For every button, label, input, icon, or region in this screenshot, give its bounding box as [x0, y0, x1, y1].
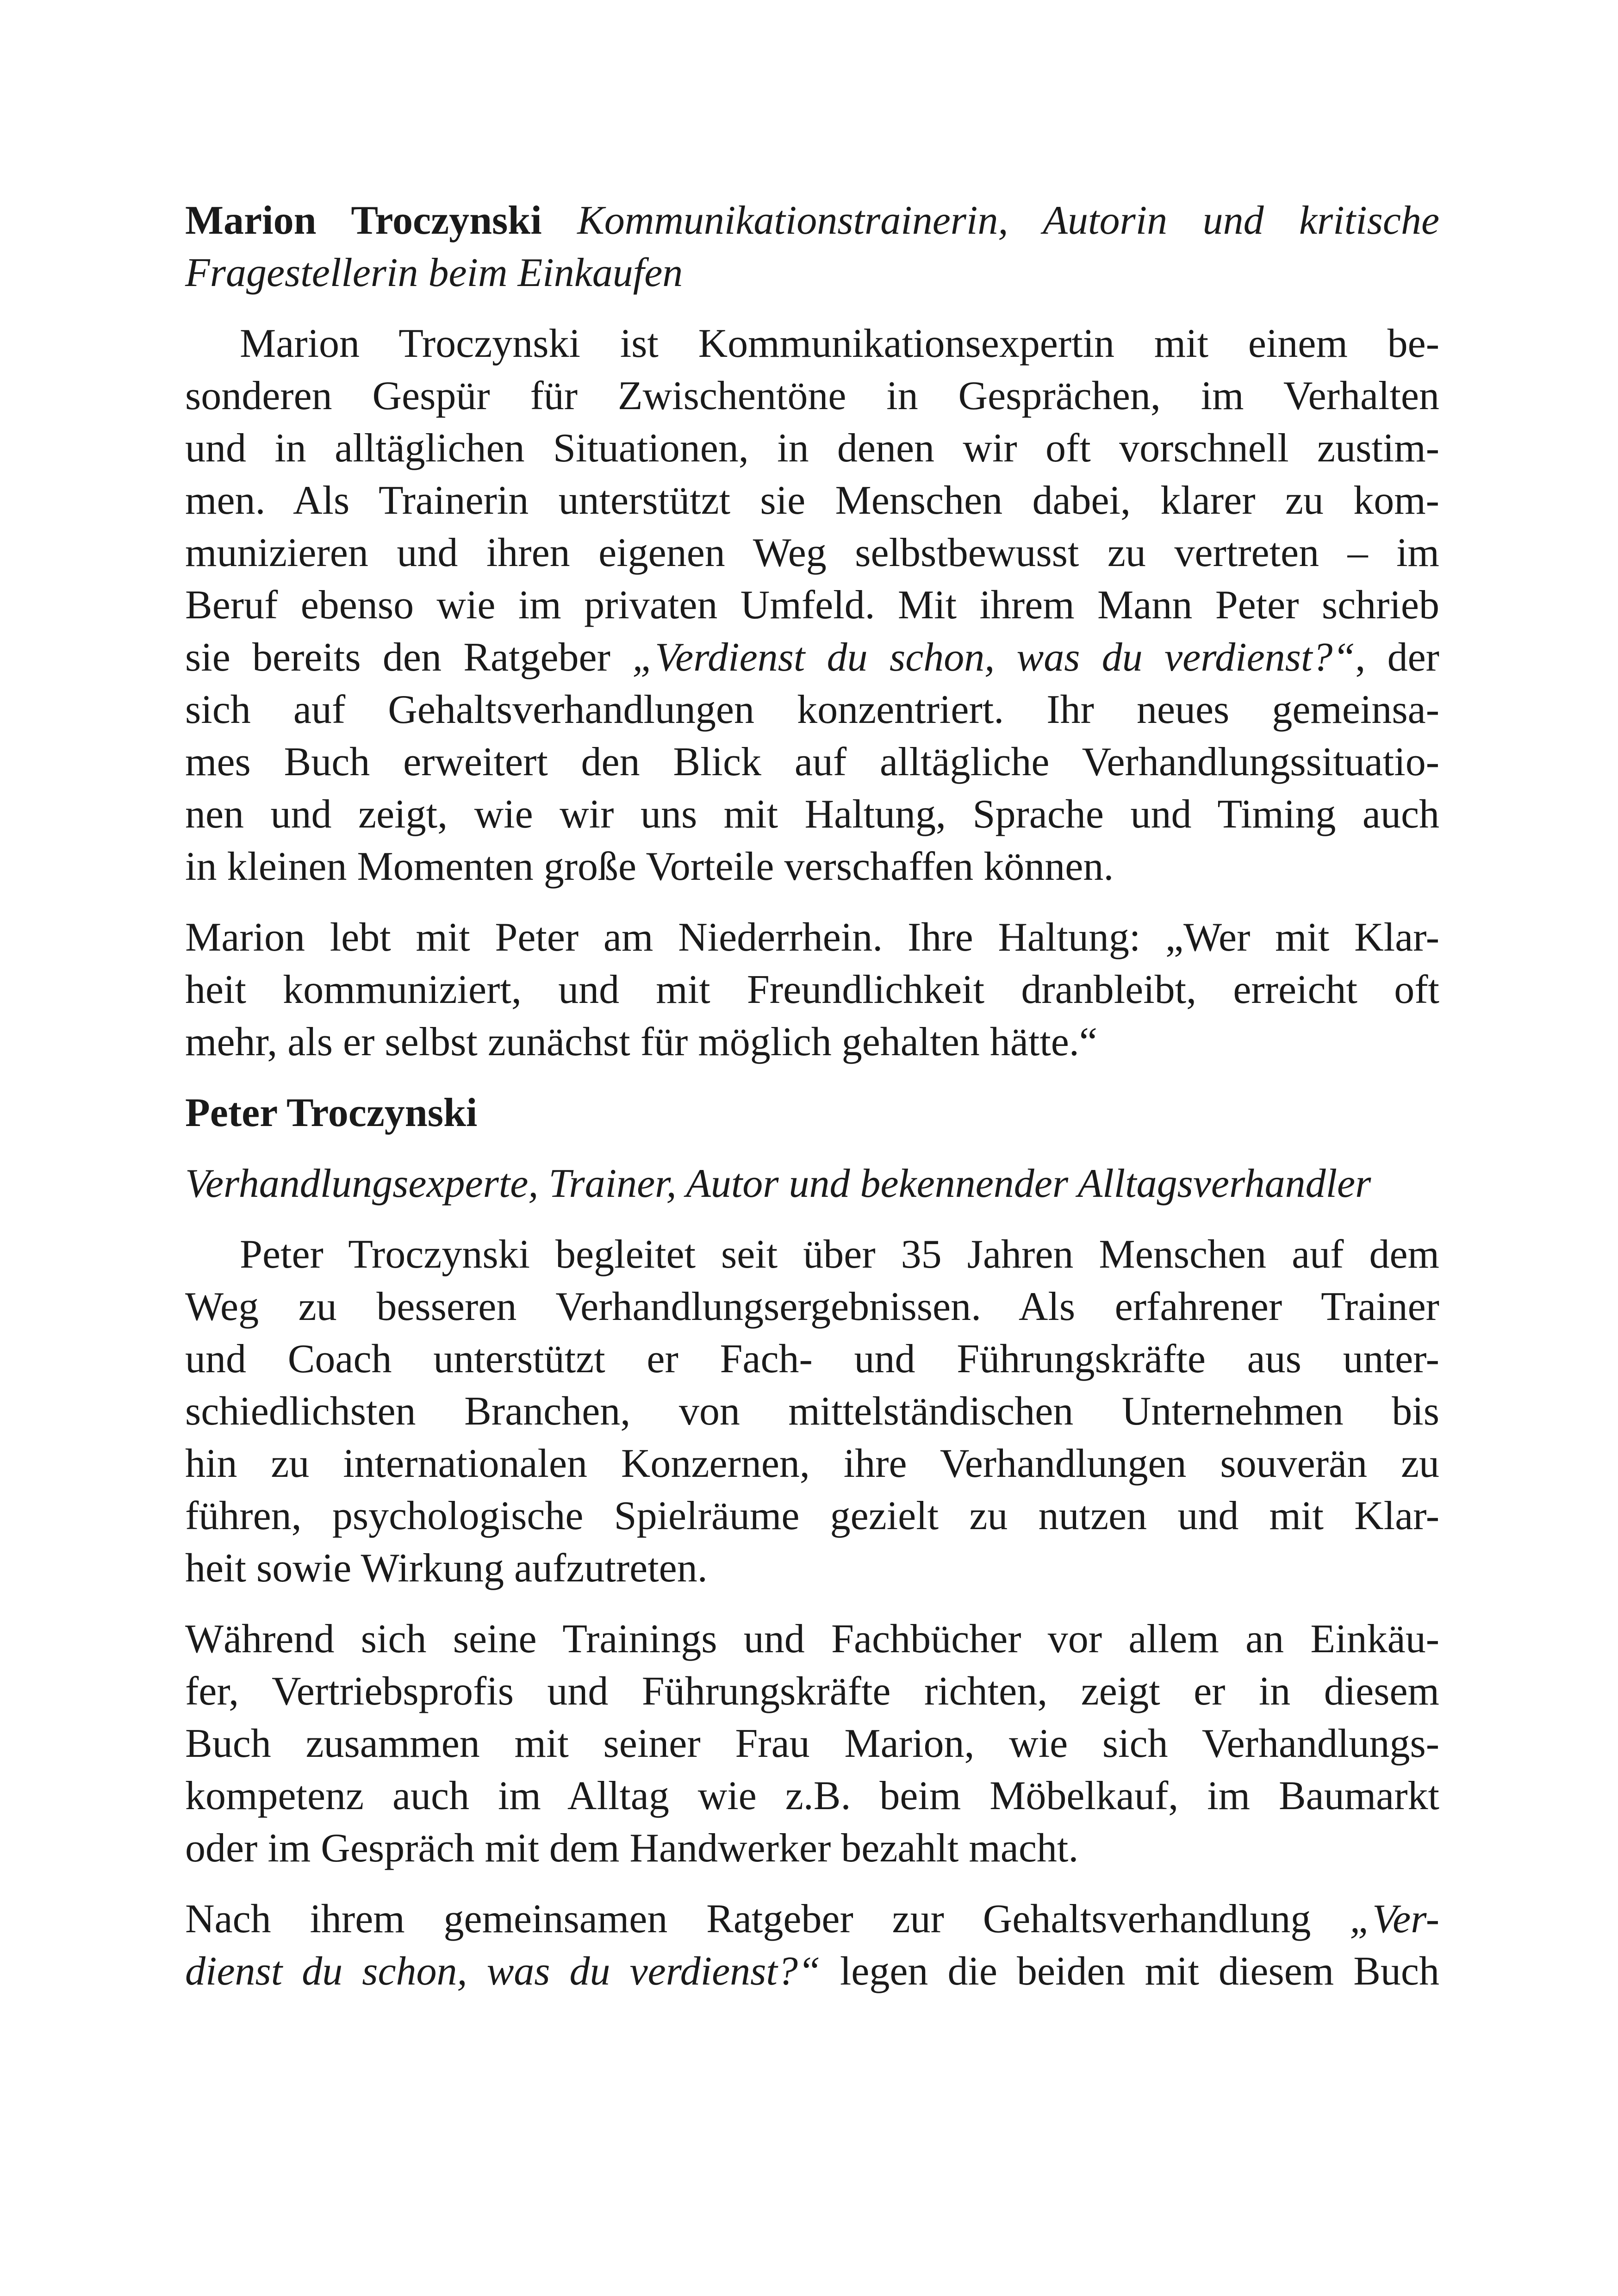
- text-line: nen und zeigt, wie wir uns mit Haltung, Sprache und Timing auch: [185, 792, 1439, 837]
- author-subtitle-marion-1: Kommunikationstrainerin, Autorin und kritische: [577, 198, 1440, 243]
- text-fragment: , der: [1355, 635, 1439, 680]
- text-line: fer, Vertriebsprofis und Führungskräfte richten, zeigt er in diesem: [185, 1669, 1439, 1714]
- text-line: Peter Troczynski begleitet seit über 35 Jahren Menschen auf dem: [240, 1232, 1439, 1277]
- text-line: Während sich seine Trainings und Fachbücher vor allem an Einkäu-: [185, 1617, 1439, 1661]
- text-line: hin zu internationalen Konzernen, ihre Verhandlungen souverän zu: [185, 1441, 1439, 1486]
- author-name-peter: Peter Troczynski: [185, 1090, 478, 1135]
- text-line: führen, psychologische Spielräume gezielt zu nutzen und mit Klar-: [185, 1493, 1439, 1538]
- text-line: und in alltäglichen Situationen, in denen wir oft vorschnell zustim-: [185, 426, 1439, 471]
- text-line-with-book-title: [185, 1945, 1439, 1997]
- peter-bio-paragraph-3: [185, 1893, 1439, 1997]
- text-line: Beruf ebenso wie im privaten Umfeld. Mit ihrem Mann Peter schrieb: [185, 583, 1439, 628]
- text-line-with-book-title: [185, 1893, 1439, 1945]
- peter-bio-paragraph-1: [185, 1228, 1439, 1594]
- text-line: sich auf Gehaltsverhandlungen konzentriert. Ihr neues gemeinsa-: [185, 687, 1439, 732]
- text-line: heit sowie Wirkung aufzutreten.: [185, 1546, 708, 1591]
- text-line: schiedlichsten Branchen, von mittelständischen Unternehmen bis: [185, 1389, 1439, 1434]
- book-title-part-2: dienst du schon, was du verdienst?“: [185, 1949, 821, 1994]
- text-line: kompetenz auch im Alltag wie z.B. beim Möbelkauf, im Baumarkt: [185, 1773, 1439, 1818]
- text-line: mes Buch erweitert den Blick auf alltägliche Verhandlungssituatio-: [185, 740, 1439, 784]
- text-fragment: legen die beiden mit diesem Buch: [820, 1949, 1439, 1994]
- peter-bio-paragraph-2: [185, 1613, 1439, 1874]
- book-page: [185, 194, 1439, 1997]
- text-line: heit kommuniziert, und mit Freundlichkeit dranbleibt, erreicht oft: [185, 967, 1439, 1012]
- text-line: Weg zu besseren Verhandlungsergebnissen. Als erfahrener Trainer: [185, 1284, 1439, 1329]
- text-line: mehr, als er selbst zunächst für möglich gehalten hätte.“: [185, 1020, 1097, 1064]
- author-subtitle-marion-2: Fragestellerin beim Einkaufen: [185, 250, 683, 295]
- text-line: oder im Gespräch mit dem Handwerker bezahlt macht.: [185, 1826, 1079, 1871]
- text-line: sonderen Gespür für Zwischentöne in Gesprächen, im Verhalten: [185, 373, 1439, 418]
- text-fragment: Nach ihrem gemeinsamen Ratgeber zur Gehaltsverhandlung: [185, 1897, 1350, 1941]
- text-line: men. Als Trainerin unterstützt sie Menschen dabei, klarer zu kom-: [185, 478, 1439, 523]
- author-subtitle-peter: Verhandlungsexperte, Trainer, Autor und bekennender Alltagsverhandler: [185, 1161, 1371, 1206]
- text-line: Marion Troczynski ist Kommunikationsexpertin mit einem be-: [240, 321, 1439, 366]
- text-line: und Coach unterstützt er Fach- und Führungskräfte aus unter-: [185, 1337, 1439, 1381]
- text-line: munizieren und ihren eigenen Weg selbstbewusst zu vertreten – im: [185, 530, 1439, 575]
- text-line-with-book-title: [185, 631, 1439, 684]
- text-fragment: sie bereits den Ratgeber: [185, 635, 633, 680]
- marion-bio-paragraph-2: [185, 911, 1439, 1068]
- author-name-marion: Marion Troczynski: [185, 198, 542, 243]
- book-title: „Verdienst du schon, was du verdienst?“: [632, 635, 1356, 680]
- book-title-part-1: „Ver-: [1350, 1897, 1439, 1941]
- marion-bio-paragraph-1: [185, 317, 1439, 893]
- text-line: in kleinen Momenten große Vorteile verschaffen können.: [185, 844, 1114, 889]
- author-heading-marion: [185, 194, 1439, 247]
- text-line: Marion lebt mit Peter am Niederrhein. Ihre Haltung: „Wer mit Klar-: [185, 915, 1439, 960]
- text-line: Buch zusammen mit seiner Frau Marion, wie sich Verhandlungs-: [185, 1721, 1439, 1766]
